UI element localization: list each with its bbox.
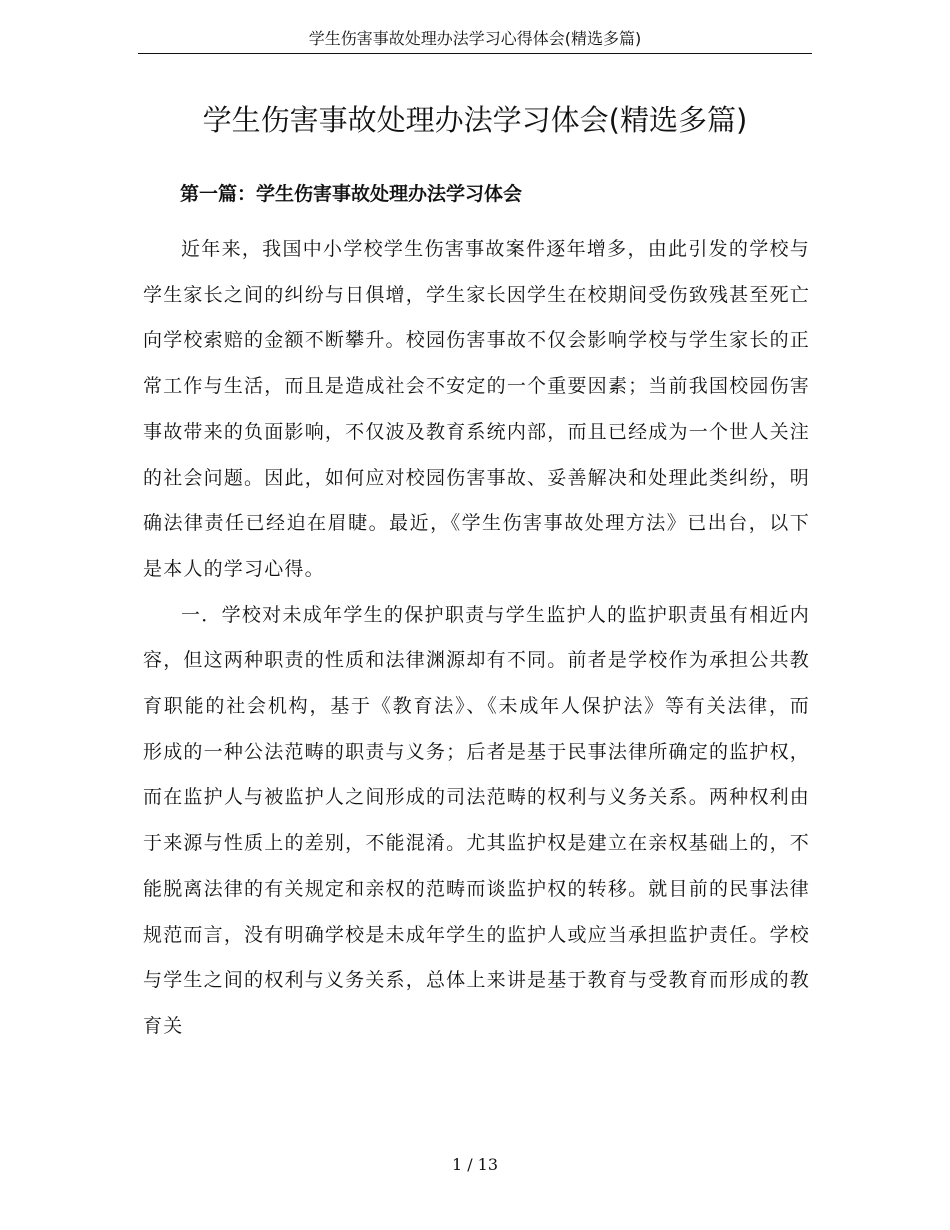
- running-header-title: 学生伤害事故处理办法学习心得体会(精选多篇): [308, 29, 642, 48]
- paragraph-point-one: 一．学校对未成年学生的保护职责与学生监护人的监护职责虽有相近内容，但这两种职责的性质和法律渊源却有不同。前者是学校作为承担公共教育职能的社会机构，基于《教育法》、《未成年人保护法》等有关法律，而形成的一种公法范畴的职责与义务；后者是基于民事法律所确定的监护权，而在监护人与被监护人之间形成的司法范畴的权利与义务关系。两种权利由于来源与性质上的差别，不能混淆。尤其监护权是建立在亲权基础上的，不能脱离法律的有关规定和亲权的范畴而谈监护权的转移。就目前的民事法律规范而言，没有明确学校是未成年学生的监护人或应当承担监护责任。学校与学生之间的权利与义务关系，总体上来讲是基于教育与受教育而形成的教育关: [143, 603, 810, 1037]
- body-text: [143, 227, 810, 1050]
- document-title: 学生伤害事故处理办法学习体会(精选多篇): [202, 103, 748, 137]
- section-heading: 第一篇：学生伤害事故处理办法学习体会: [180, 183, 523, 205]
- paragraph-intro: 近年来，我国中小学校学生伤害事故案件逐年增多，由此引发的学校与学生家长之间的纠纷与日俱增，学生家长因学生在校期间受伤致残甚至死亡向学校索赔的金额不断攀升。校园伤害事故不仅会影响学校与学生家长的正常工作与生活，而且是造成社会不安定的一个重要因素；当前我国校园伤害事故带来的负面影响，不仅波及教育系统内部，而且已经成为一个世人关注的社会问题。因此，如何应对校园伤害事故、妥善解决和处理此类纠纷，明确法律责任已经迫在眉睫。最近，《学生伤害事故处理方法》已出台，以下是本人的学习心得。: [143, 238, 810, 580]
- page-number: 1 / 13: [451, 1155, 499, 1174]
- header-divider: [138, 53, 812, 54]
